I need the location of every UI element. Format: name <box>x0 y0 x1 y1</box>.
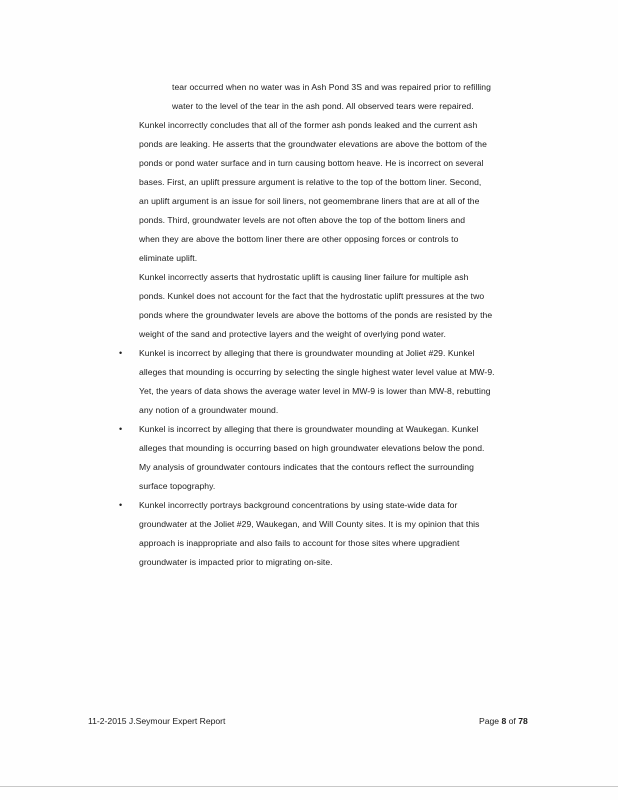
text-line: approach is inappropriate and also fails to account for those sites where upgradient <box>139 538 460 548</box>
current-page: 8 <box>501 716 507 726</box>
page-bottom-divider <box>0 786 618 787</box>
text-line: when they are above the bottom liner there are other opposing forces or controls to <box>139 234 459 244</box>
text-line: alleges that mounding is occurring based on high groundwater elevations below the pond. <box>139 443 485 453</box>
bullet-marker: • <box>119 500 123 510</box>
page-of: of <box>506 716 519 726</box>
text-line: eliminate uplift. <box>139 253 198 263</box>
bullet-marker: • <box>119 348 123 358</box>
page-prefix: Page <box>479 716 502 726</box>
text-line: any notion of a groundwater mound. <box>139 405 279 415</box>
total-pages: 78 <box>518 716 528 726</box>
text-line: groundwater is impacted prior to migrating on-site. <box>139 557 333 567</box>
text-line: Kunkel incorrectly concludes that all of the former ash ponds leaked and the current ash <box>139 120 478 130</box>
text-line: groundwater at the Joliet #29, Waukegan, and Will County sites. It is my opinion that this <box>139 519 480 529</box>
text-line: Yet, the years of data shows the average water level in MW-9 is lower than MW-8, rebutting <box>139 386 491 396</box>
text-line: ponds are leaking. He asserts that the groundwater elevations are above the bottom of the <box>139 139 487 149</box>
text-line: Kunkel incorrectly portrays background concentrations by using state-wide data for <box>139 500 458 510</box>
text-line: water to the level of the tear in the ash pond. All observed tears were repaired. <box>172 101 474 111</box>
text-line: ponds where the groundwater levels are above the bottoms of the ponds are resisted by the <box>139 310 493 320</box>
footer-report-title: 11-2-2015 J.Seymour Expert Report <box>88 716 226 726</box>
text-line: ponds. Third, groundwater levels are not often above the top of the bottom liners and <box>139 215 466 225</box>
footer-page-number <box>479 715 528 727</box>
text-line: bases. First, an uplift pressure argument is relative to the top of the bottom liner. Second, <box>139 177 482 187</box>
text-line: surface topography. <box>139 481 216 491</box>
text-line: Kunkel is incorrect by alleging that there is groundwater mounding at Joliet #29. Kunkel <box>139 348 475 358</box>
text-line: Kunkel is incorrect by alleging that there is groundwater mounding at Waukegan. Kunkel <box>139 424 479 434</box>
text-line: My analysis of groundwater contours indicates that the contours reflect the surrounding <box>139 462 474 472</box>
bullet-marker: • <box>119 424 123 434</box>
text-line: tear occurred when no water was in Ash Pond 3S and was repaired prior to refilling <box>172 82 491 92</box>
text-line: an uplift argument is an issue for soil liners, not geomembrane liners that are at all of the <box>139 196 480 206</box>
text-line: ponds. Kunkel does not account for the fact that the hydrostatic uplift pressures at the two <box>139 291 485 301</box>
text-line: ponds or pond water surface and in turn causing bottom heave. He is incorrect on several <box>139 158 484 168</box>
text-line: alleges that mounding is occurring by selecting the single highest water level value at MW-9. <box>139 367 495 377</box>
text-line: weight of the sand and protective layers and the weight of overlying pond water. <box>139 329 446 339</box>
text-line: Kunkel incorrectly asserts that hydrostatic uplift is causing liner failure for multiple ash <box>139 272 469 282</box>
